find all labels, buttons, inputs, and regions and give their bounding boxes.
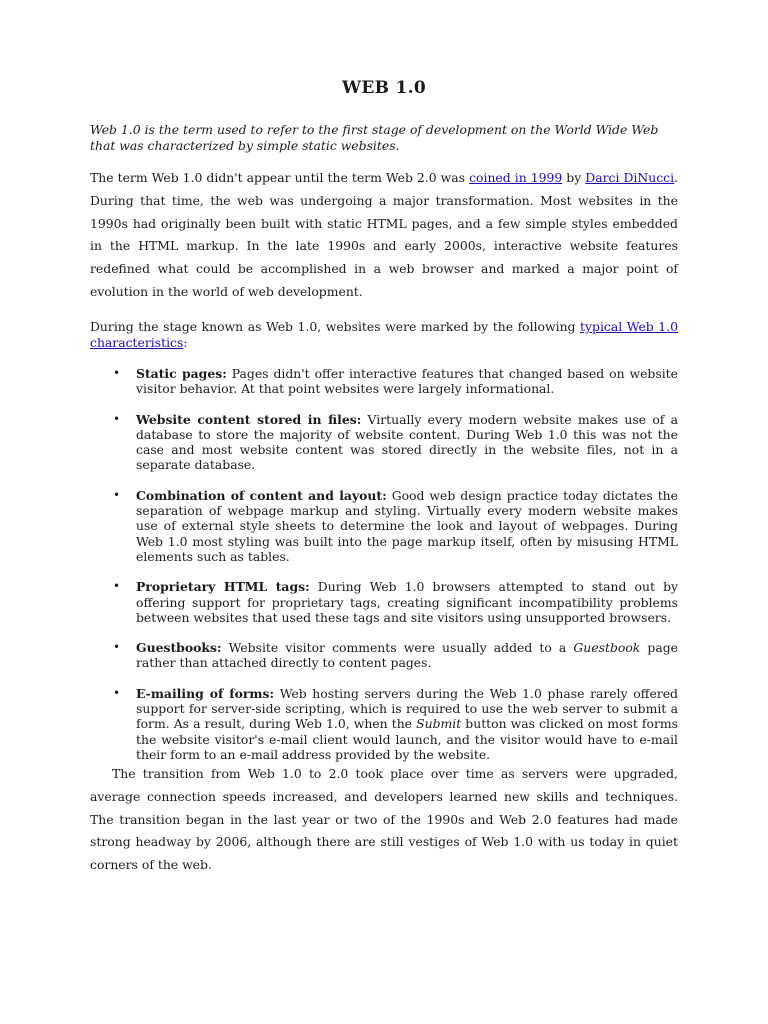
bullet-icon: • [113,685,121,700]
characteristics-text-after: : [183,335,188,350]
bullet-icon: • [113,411,121,426]
list-item-emphasis: Guestbook [573,640,641,656]
list-item-text: Virtually every modern website makes use of a database to store the majority of website content. During Web 1.0 this was not the case and most website content was stored directly in the website files, not in a separate database. [136,411,678,473]
list-item-static-pages [90,366,678,397]
coined-in-1999-link[interactable]: coined in 1999 [469,170,563,185]
characteristics-list [90,366,678,777]
list-item-guestbooks [90,640,678,671]
history-paragraph [90,167,678,304]
intro-paragraph: Web 1.0 is the term used to refer to the first stage of development on the World Wide Web that was characterized by simple static websites. [90,122,659,153]
page-title: WEB 1.0 [341,78,426,98]
list-item-text: button was clicked on most forms the website visitor's e-mail client would launch, and the visitor would have to e-mail their form to an e-mail address provided by the website. [136,716,679,762]
list-item-text: Pages didn't offer interactive features that changed based on website visitor behavior. At that point websites were largely informational. [136,366,678,397]
list-item-text: During Web 1.0 browsers attempted to stand out by offering support for proprietary tags, creating significant incompatibility problems between websites that used these tags and site visitors using unsupported browsers. [136,579,678,625]
list-item-term: Proprietary HTML tags: [136,579,310,595]
history-text-after: . During that time, the web was undergoing a major transformation. Most websites in the 1990s had originally been built with static HTML pages, and a few simple styles embedded in the HTML markup. In the late 1990s and early 2000s, interactive website features redefined what could be accomplished in a web browser and marked a major point of evolution in the world of web development. [90,170,679,299]
list-item-text: Good web design practice today dictates the separation of webpage markup and styling. Virtually every modern website makes use of external style sheets to determine the look and layout of webpages. During Web 1.0 most styling was built into the page markup itself, often by misusing HTML elements such as tables. [136,487,678,564]
list-item-term: Guestbooks: [136,640,222,656]
list-item-proprietary-tags [90,579,678,625]
typical-characteristics-link[interactable]: typical Web 1.0 characteristics [90,319,678,350]
bullet-icon: • [113,579,121,594]
history-text-before: The term Web 1.0 didn't appear until the term Web 2.0 was [90,170,470,185]
list-item-text: Website visitor comments were usually added to a [221,640,574,656]
list-item-term: Static pages: [136,366,227,381]
list-item-content-in-files [90,412,678,473]
list-item-emphasis: Submit [416,716,462,732]
list-item-text: Web hosting servers during the Web 1.0 phase rarely offered support for server-side scripting, which is required to use the web server to submit a form. As a result, during Web 1.0, when the [136,685,678,732]
bullet-icon: • [113,487,121,502]
characteristics-intro-paragraph [90,319,678,351]
list-item-content-and-layout [90,488,678,564]
list-item-emailing-forms [90,686,678,762]
list-item-term: E-mailing of forms: [136,685,275,701]
bullet-icon: • [113,640,121,655]
list-item-text: page rather than attached directly to content pages. [136,640,678,671]
characteristics-text-before: During the stage known as Web 1.0, websites were marked by the following [90,319,581,334]
history-text-middle: by [562,170,586,185]
list-item-term: Website content stored in files: [136,411,362,427]
list-item-term: Combination of content and layout: [136,487,387,503]
bullet-icon: • [113,366,121,380]
transition-paragraph: The transition from Web 1.0 to 2.0 took place over time as servers were upgraded, average connection speeds increased, and developers learned new skills and techniques. The transition began in the last year or two of the 1990s and Web 2.0 features had made strong headway by 2006, although there are still vestiges of Web 1.0 with us today in quiet corners of the web. [90,766,678,873]
darci-dinucci-link[interactable]: Darci DiNucci [585,170,675,185]
